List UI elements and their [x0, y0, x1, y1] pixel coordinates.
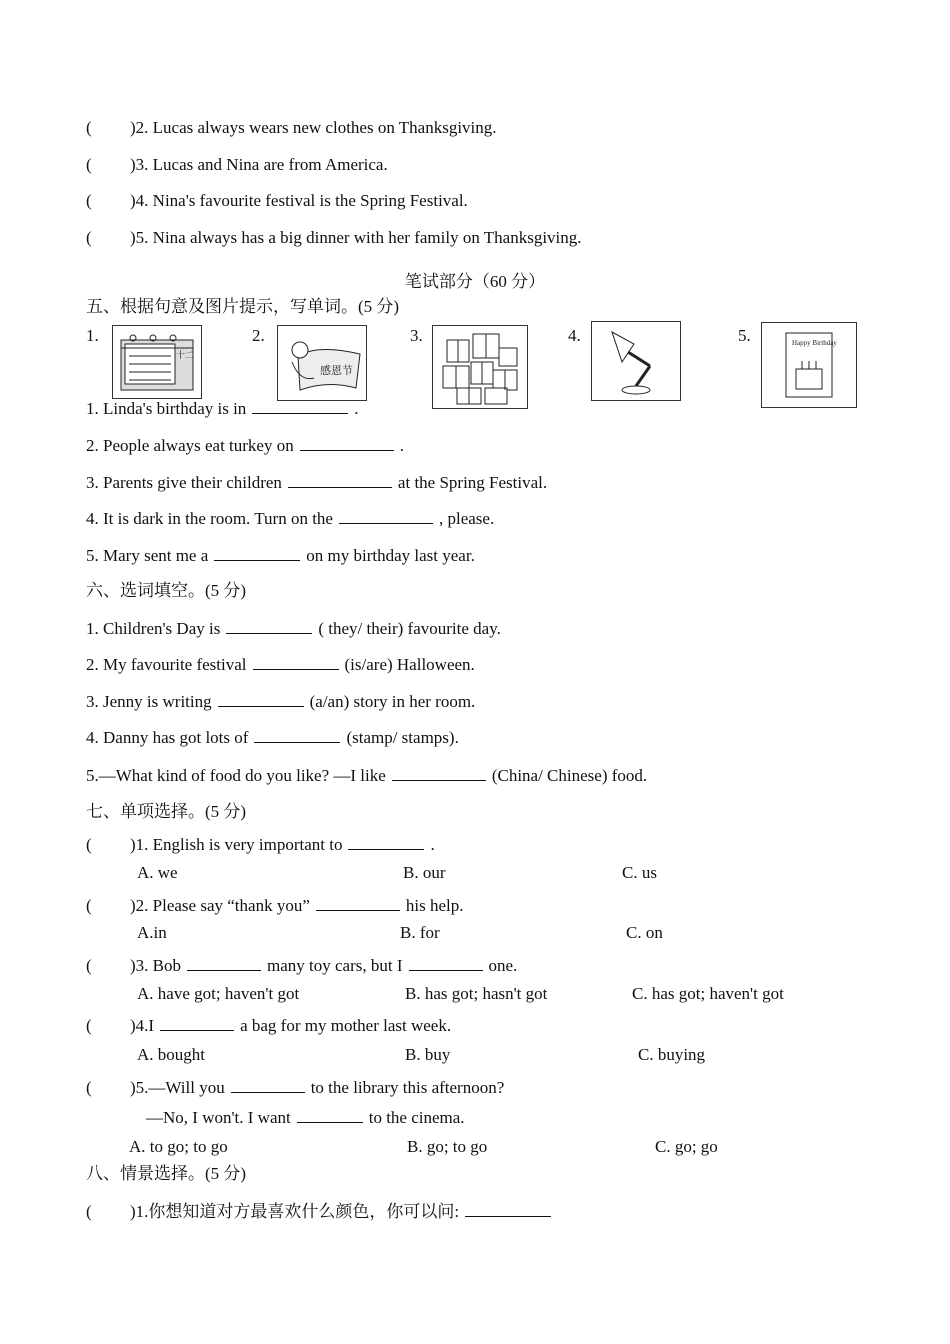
- lamp-icon: [592, 322, 680, 400]
- pic-num-1: 1.: [86, 326, 99, 345]
- tf-item-4: ( )4. Nina's favourite festival is the Spring Festival.: [86, 191, 468, 210]
- presents-picture: [432, 325, 528, 409]
- s7-q5-option-b[interactable]: B. go; to go: [407, 1137, 488, 1156]
- answer-blank[interactable]: [226, 617, 312, 634]
- s7-question-2: ( )2. Please say “thank you” his help.: [86, 896, 464, 915]
- answer-blank[interactable]: [392, 764, 486, 781]
- s7-question-3: ( )3. Bob many toy cars, but I one.: [86, 956, 518, 975]
- answer-blank[interactable]: [252, 397, 348, 414]
- pic-num-4: 4.: [568, 326, 581, 345]
- svg-text:感恩节: 感恩节: [320, 365, 353, 377]
- written-part-title: 笔试部分（60 分）: [404, 272, 546, 291]
- answer-blank[interactable]: [160, 1014, 234, 1031]
- s7-q3-option-b[interactable]: B. has got; hasn't got: [405, 984, 548, 1003]
- s6-question-5: 5.—What kind of food do you like? —I like (China/ Chinese) food.: [86, 766, 648, 785]
- section-8-title: 八、情景选择。(5 分): [86, 1164, 247, 1183]
- pic-num-2: 2.: [252, 326, 265, 345]
- s7-q5-option-a[interactable]: A. to go; to go: [129, 1137, 228, 1156]
- s6-question-3: 3. Jenny is writing (a/an) story in her room.: [86, 692, 476, 711]
- s7-q1-option-b[interactable]: B. our: [403, 863, 446, 882]
- pic-num-3: 3.: [410, 326, 423, 345]
- tf-item-3: ( )3. Lucas and Nina are from America.: [86, 155, 388, 174]
- answer-blank[interactable]: [316, 894, 400, 911]
- answer-blank[interactable]: [339, 507, 433, 524]
- answer-blank[interactable]: [297, 1106, 363, 1123]
- s7-question-5-reply: —No, I won't. I want to the cinema.: [146, 1108, 465, 1127]
- gift-icon: [433, 326, 527, 408]
- calendar-icon: [113, 326, 201, 398]
- answer-blank[interactable]: [214, 544, 300, 561]
- s7-q3-option-c[interactable]: C. has got; haven't got: [632, 984, 784, 1003]
- s7-q3-option-a[interactable]: A. have got; haven't got: [137, 984, 300, 1003]
- s7-q2-option-b[interactable]: B. for: [400, 923, 440, 942]
- section-6-title: 六、选词填空。(5 分): [86, 581, 247, 600]
- pic-num-5: 5.: [738, 326, 751, 345]
- section-5-title: 五、根据句意及图片提示，写单词。(5 分): [86, 297, 400, 316]
- answer-blank[interactable]: [409, 954, 483, 971]
- s7-q2-option-a[interactable]: A.in: [137, 923, 167, 942]
- svg-text:十二: 十二: [176, 350, 195, 360]
- answer-blank[interactable]: [465, 1200, 551, 1217]
- s6-question-1: 1. Children's Day is ( they/ their) favourite day.: [86, 619, 501, 638]
- s7-q5-option-c[interactable]: C. go; go: [655, 1137, 718, 1156]
- s7-q1-option-c[interactable]: C. us: [622, 863, 657, 882]
- answer-blank[interactable]: [288, 471, 392, 488]
- birthday-card-picture: [761, 322, 857, 408]
- svg-text:Happy Birthday: Happy Birthday: [792, 339, 837, 347]
- s7-q4-option-a[interactable]: A. bought: [137, 1045, 205, 1064]
- s7-q1-option-a[interactable]: A. we: [137, 863, 178, 882]
- answer-blank[interactable]: [300, 434, 394, 451]
- s5-question-1: 1. Linda's birthday is in .: [86, 399, 359, 418]
- s7-q4-option-b[interactable]: B. buy: [405, 1045, 451, 1064]
- s5-question-4: 4. It is dark in the room. Turn on the , please.: [86, 509, 495, 528]
- answer-blank[interactable]: [254, 726, 340, 743]
- s7-question-1: ( )1. English is very important to .: [86, 835, 435, 854]
- s7-question-4: ( )4.I a bag for my mother last week.: [86, 1016, 452, 1035]
- s8-question-1: ( )1.你想知道对方最喜欢什么颜色，你可以问:: [86, 1200, 557, 1222]
- thanksgiving-picture: [277, 325, 367, 401]
- s6-question-2: 2. My favourite festival (is/are) Halloween.: [86, 655, 475, 674]
- answer-blank[interactable]: [187, 954, 261, 971]
- s5-question-2: 2. People always eat turkey on .: [86, 436, 404, 455]
- turkey-icon: [278, 326, 366, 400]
- calendar-picture: [112, 325, 202, 399]
- s5-question-5: 5. Mary sent me a on my birthday last year.: [86, 546, 475, 565]
- tf-item-5: ( )5. Nina always has a big dinner with her family on Thanksgiving.: [86, 228, 582, 247]
- answer-blank[interactable]: [253, 653, 339, 670]
- s7-question-5: ( )5.—Will you to the library this afternoon?: [86, 1078, 505, 1097]
- s7-q2-option-c[interactable]: C. on: [626, 923, 663, 942]
- card-icon: [762, 323, 856, 407]
- s6-question-4: 4. Danny has got lots of (stamp/ stamps).: [86, 728, 459, 747]
- answer-blank[interactable]: [348, 833, 424, 850]
- answer-blank[interactable]: [218, 690, 304, 707]
- answer-blank[interactable]: [231, 1076, 305, 1093]
- section-7-title: 七、单项选择。(5 分): [86, 802, 247, 821]
- s5-question-3: 3. Parents give their children at the Spring Festival.: [86, 473, 548, 492]
- s7-q4-option-c[interactable]: C. buying: [638, 1045, 706, 1064]
- tf-item-2: ( )2. Lucas always wears new clothes on Thanksgiving.: [86, 118, 497, 137]
- lamp-picture: [591, 321, 681, 401]
